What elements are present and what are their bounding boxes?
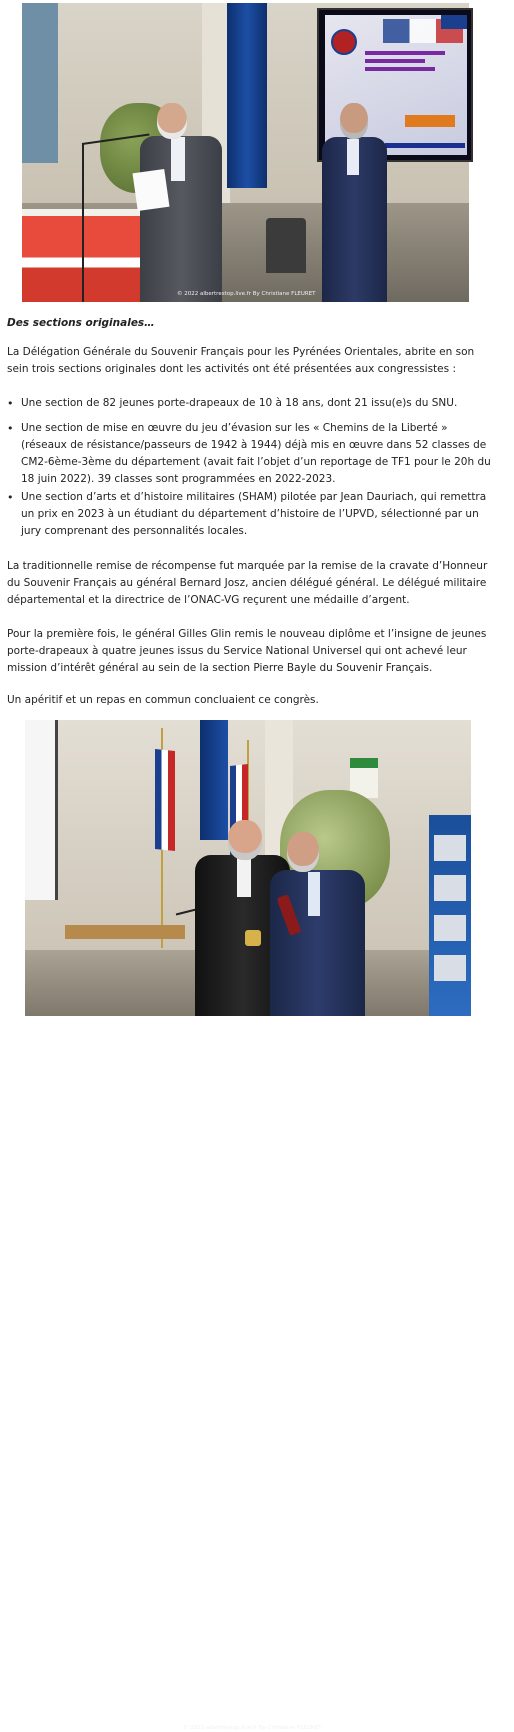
officer-head (228, 820, 262, 860)
awards-paragraph: La traditionnelle remise de récompense fut marquée par la remise de la cravate d’Honneur du Souvenir Français au général Bernard Josz, ancien délégué général. Le délégué militaire départemental et la directrice de l’ONAC-VG reçurent une médaille d’argent. (7, 560, 488, 606)
section-heading: Des sections originales… (7, 317, 155, 329)
french-flag (155, 749, 175, 851)
award-ceremony-photo[interactable] (25, 720, 471, 1731)
chair (266, 218, 306, 273)
panel-photo (434, 955, 466, 981)
list-item-text: Une section d’arts et d’histoire militaires (SHAM) pilotée par Jean Dauriach, qui remettra un prix en 2023 à un étudiant du département d’histoire de l’UPVD, sélectionné par un jury comprenant des personnalités locales. (21, 491, 487, 537)
slide-text-line (365, 67, 435, 71)
exhibition-panel (429, 815, 471, 1016)
speech-paper (133, 169, 170, 211)
bullet-icon: • (7, 491, 14, 504)
panel-photo (434, 835, 466, 861)
panel-photo (434, 875, 466, 901)
blue-curtain (200, 720, 228, 840)
recipient-head (287, 832, 319, 872)
slide-logo (331, 29, 357, 55)
slide-text-line (385, 143, 465, 148)
uniform-insignia (245, 930, 261, 946)
standing-man-head (340, 103, 368, 139)
list-item-text: Une section de 82 jeunes porte-drapeaux de 10 à 18 ans, dont 21 issu(e)s du SNU. (21, 397, 458, 409)
speaker-shirt (171, 137, 185, 181)
projection-screen (25, 720, 58, 900)
side-curtain (22, 3, 58, 163)
diploma-paragraph: Pour la première fois, le général Gilles Glin remis le nouveau diplôme et l’insigne de jeunes porte-drapeaux à quatre jeunes issus du Service National Universel qui ont achevé leur mission d’intérêt général au sein de la section Pierre Bayle du Souvenir Français. (7, 628, 487, 674)
speaker-head (157, 103, 187, 139)
closing-paragraph: Un apéritif et un repas en commun concluaient ce congrès. (7, 694, 319, 706)
standing-man-shirt (347, 139, 359, 175)
slide-sponsor-logo (405, 115, 455, 127)
panel-photo (434, 915, 466, 941)
microphone-stand (82, 143, 84, 302)
bullet-icon: • (7, 422, 14, 435)
slide-corner-logo (441, 15, 467, 29)
blue-curtain (227, 3, 267, 188)
intro-paragraph: La Délégation Générale du Souvenir Français pour les Pyrénées Orientales, abrite en son sein trois sections originales dont les activités ont été présentées aux congressistes : (7, 346, 475, 375)
photo-credit: © 2022 albertrestop.live.fr By Christiane FLEURET (183, 1725, 322, 1731)
congress-speech-photo[interactable] (22, 3, 469, 302)
officer-shirt (237, 857, 251, 897)
recipient-shirt (308, 872, 320, 916)
photo-credit: © 2022 albertrestop.live.fr By Christiane FLEURET (177, 291, 316, 297)
table (65, 925, 185, 939)
bullet-icon: • (7, 397, 14, 410)
slide-text-line (365, 59, 425, 63)
slide-text-line (365, 51, 445, 55)
list-item-text: Une section de mise en œuvre du jeu d’évasion sur les « Chemins de la Liberté » (réseaux de résistance/passeurs de 1942 à 1944) déjà mis en œuvre dans 52 classes de CM2-6ème-3ème du département (avait fait l’objet d’un reportage de TF1 pour le 20h du 18 juin 2022). 39 classes sont programmées en 2022-2023. (21, 422, 491, 485)
